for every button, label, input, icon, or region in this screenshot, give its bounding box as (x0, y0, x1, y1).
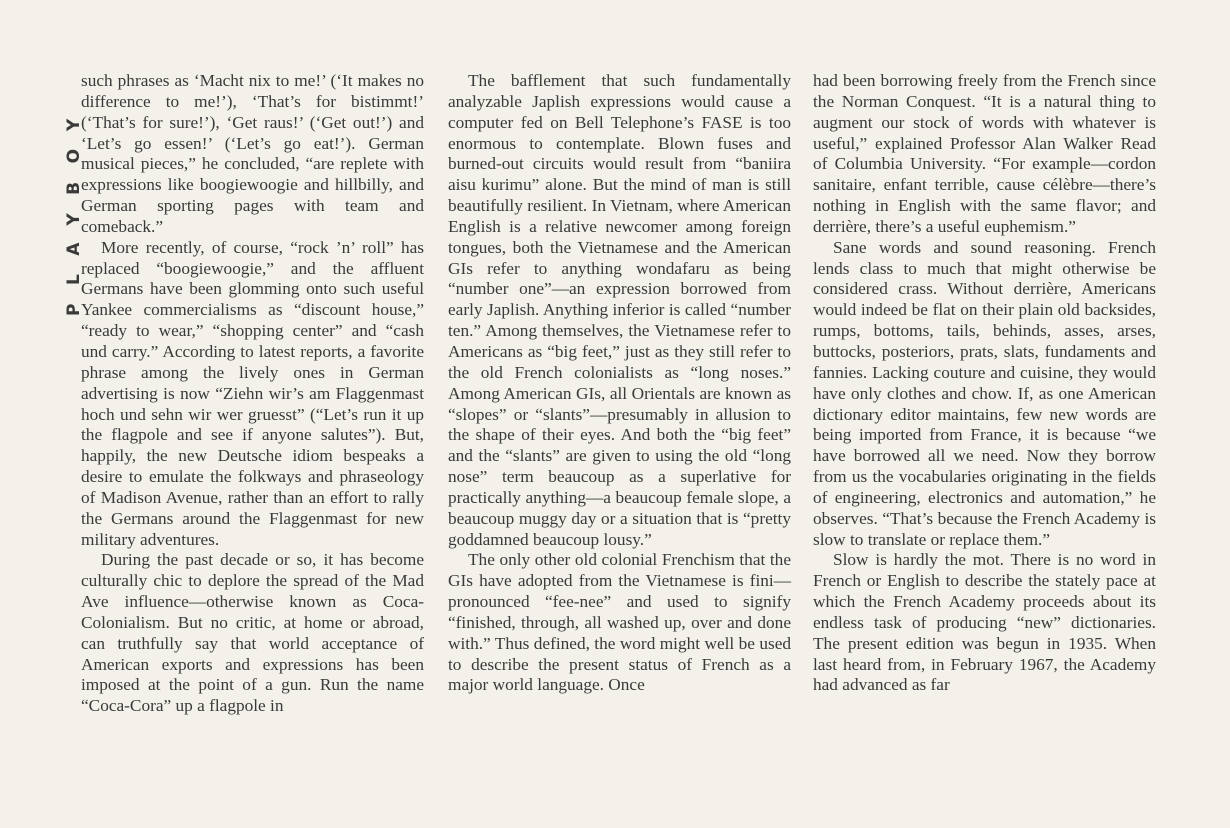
text-column-3 (813, 71, 1156, 696)
magazine-name: PLAYBOY (64, 100, 84, 316)
text-column-1 (81, 71, 424, 717)
paragraph: More recently, of course, “rock ’n’ roll” has replaced “boogiewoogie,” and the affluent Germans have been glomming onto such useful Yankee commercialisms as “discount house,” “ready to wear,” “shopping center” and “cash und carry.” According to latest reports, a favorite phrase among the lively ones in German advertising is now “Ziehn wir’s am Flaggenmast hoch und sehn wir wer gruesst” (“Let’s run it up the flagpole and see if anyone salutes”). But, happily, the new Deutsche idiom bespeaks a desire to emulate the folkways and phraseology of Madison Avenue, rather than an effort to rally the Germans around the Flaggenmast for new military adventures. (81, 237, 424, 549)
paragraph: During the past decade or so, it has become culturally chic to deplore the spread of the Mad Ave influence—otherwise known as Coca-Colonialism. But no critic, at home or abroad, can truthfully say that world acceptance of American exports and expressions has been imposed at the point of a gun. Run the name “Coca-Cora” up a flagpole in (81, 550, 424, 716)
paragraph: The only other old colonial Frenchism that the GIs have adopted from the Vietnamese is fini—pronounced “fee-nee” and used to signify “finished, through, all washed up, over and done with.” Thus defined, the word might well be used to describe the present status of French as a major world language. Once (448, 550, 791, 695)
paragraph: had been borrowing freely from the French since the Norman Conquest. “It is a natural thing to augment our stock of words with whatever is useful,” explained Professor Alan Walker Read of Columbia University. “For example—cordon sanitaire, enfant terrible, cause célèbre—there’s nothing in English with the same flavor; and derrière, there’s a useful euphemism.” (813, 71, 1156, 236)
magazine-running-label (28, 66, 84, 316)
paragraph: such phrases as ‘Macht nix to me!’ (‘It makes no difference to me!’), ‘That’s for bistimmt!’ (‘That’s for sure!’), ‘Get raus!’ (‘Get out!’) and ‘Let’s go essen!’ (‘Let’s go eat!’). German musical pieces,” he concluded, “are replete with expressions like boogiewoogie and hillbilly, and German sporting pages with team and comeback.” (81, 71, 424, 236)
paragraph: Slow is hardly the mot. There is no word in French or English to describe the stately pace at which the French Academy proceeds about its endless task of producing “new” dictionaries. The present edition was begun in 1935. When last heard from, in February 1967, the Academy had advanced as far (813, 550, 1156, 695)
paragraph: The bafflement that such fundamentally analyzable Japlish expressions would cause a computer fed on Bell Telephone’s FASE is too enormous to contemplate. Blown fuses and burned-out circuits would result from “baniira aisu kurimu” alone. But the mind of man is still beautifully resilient. In Vietnam, where American English is a relative newcomer among foreign tongues, both the Vietnamese and the American GIs refer to anything wondafaru as being “number one”—an expression borrowed from early Japlish. Anything inferior is called “number ten.” Among themselves, the Vietnamese refer to Americans as “big feet,” just as they still refer to the old French colonialists as “long noses.” Among American GIs, all Orientals are known as “slopes” or “slants”—presumably in allusion to the shape of their eyes. And both the “big feet” and the “slants” are given to using the old “long nose” term beaucoup as a superlative for practically anything—a beaucoup female slope, a beaucoup muggy day or a situation that is “pretty goddamned beaucoup lousy.” (448, 71, 791, 549)
text-column-2 (448, 71, 791, 696)
paragraph: Sane words and sound reasoning. French lends class to much that might otherwise be considered crass. Without derrière, Americans would indeed be flat on their plain old backsides, rumps, bottoms, tails, behinds, asses, arses, buttocks, posteriors, prats, slats, fundaments and fannies. Lacking couture and cuisine, they would have only clothes and chow. If, as one American dictionary editor maintains, few new words are being imported from France, it is because “we have borrowed all we need. Now they borrow from us the vocabularies originating in the fields of engineering, electronics and automation,” he observes. “That’s because the French Academy is slow to translate or replace them.” (813, 237, 1156, 549)
